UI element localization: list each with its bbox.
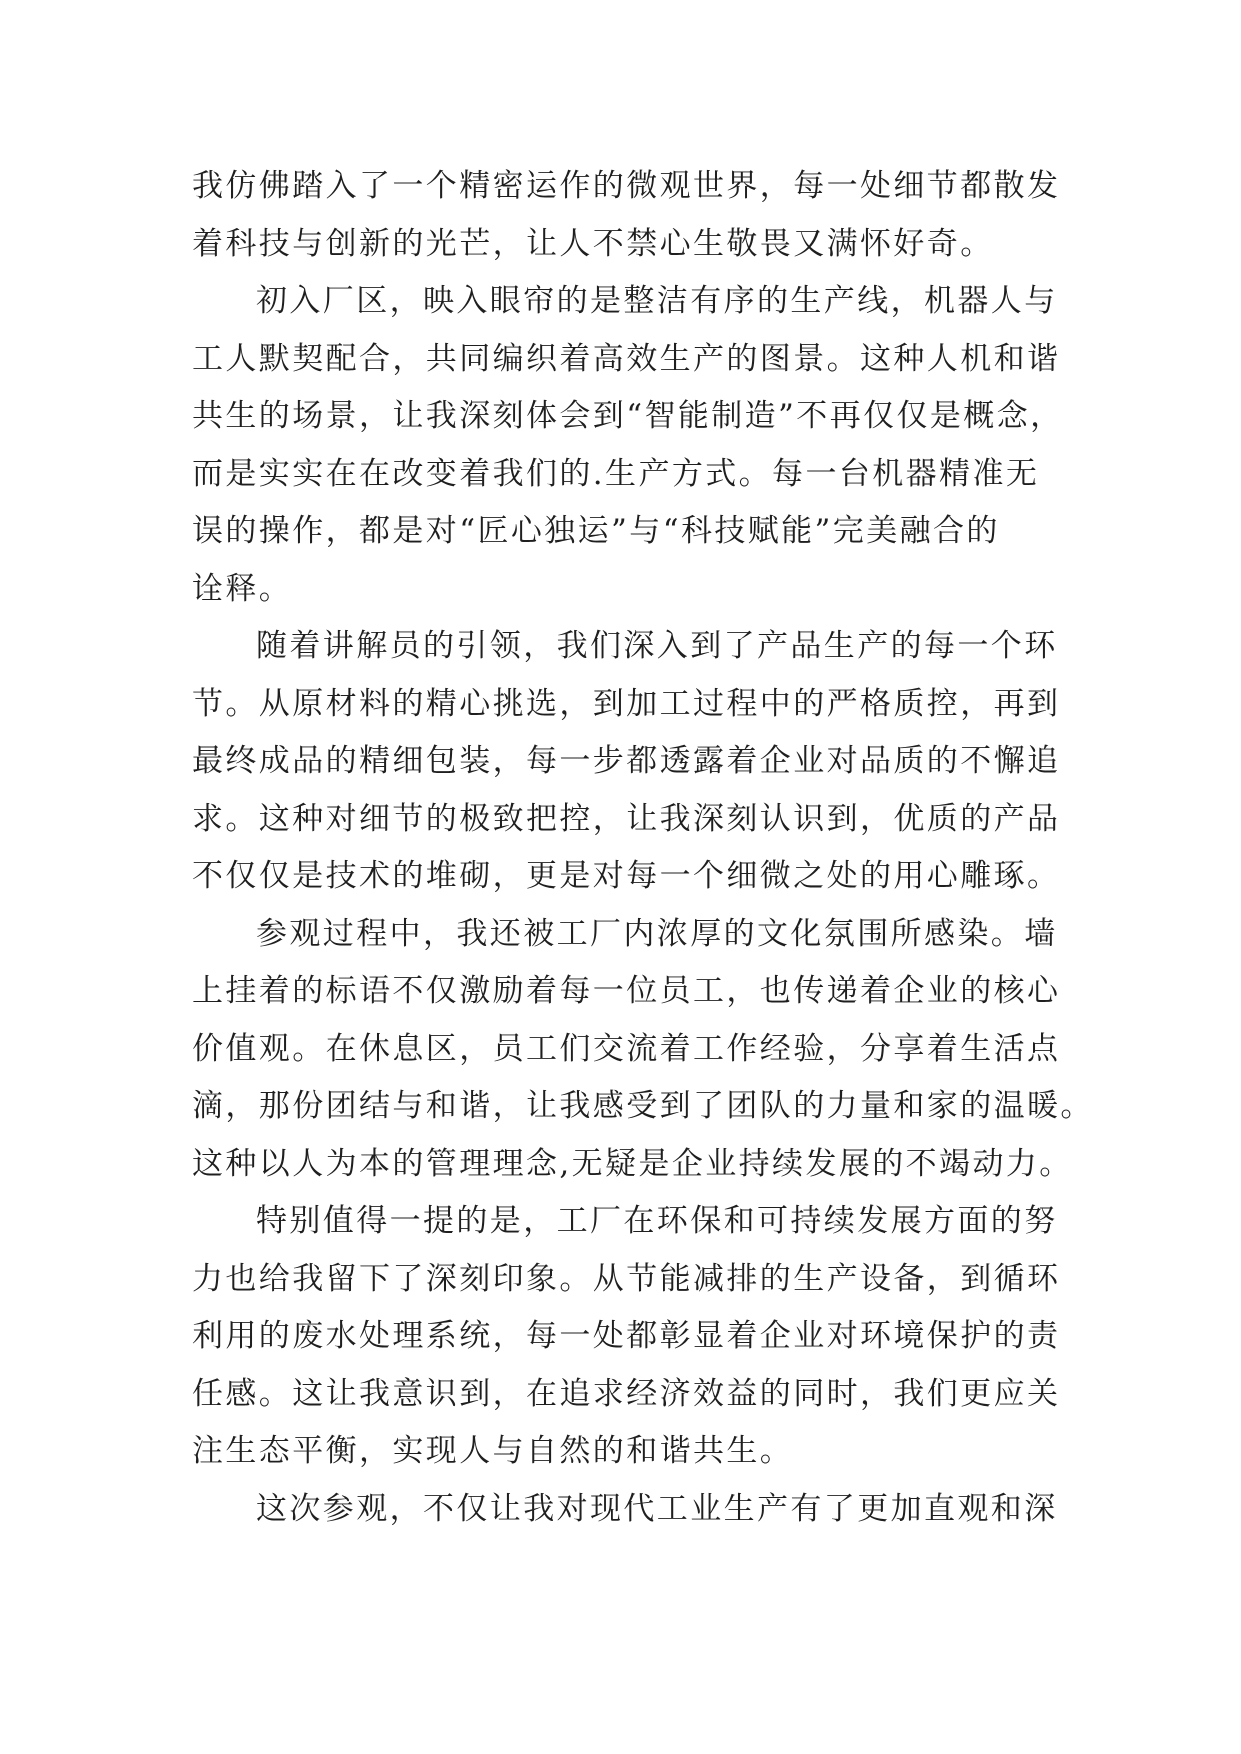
text-line: 节。从原材料的精心挑选，到加工过程中的严格质控，再到 <box>192 685 1061 722</box>
text-line: 工人默契配合，共同编织着高效生产的图景。这种人机和谐 <box>192 340 1061 377</box>
text-line: 随着讲解员的引领，我们深入到了产品生产的每一个环 <box>256 628 1058 664</box>
text-line: 着科技与创新的光芒，让人不禁心生敬畏又满怀好奇。 <box>192 225 994 262</box>
text-line: 这种以人为本的管理理念,无疑是企业持续发展的不竭动力。 <box>192 1145 1073 1182</box>
text-line: 参观过程中，我还被工厂内浓厚的文化氛围所感染。墙 <box>256 915 1058 952</box>
text-line: 共生的场景，让我深刻体会到“智能制造”不再仅仅是概念， <box>192 398 1064 434</box>
text-line: 特别值得一提的是，工厂在环保和可持续发展方面的努 <box>256 1203 1058 1239</box>
text-line: 而是实实在在改变着我们的.生产方式。每一台机器精准无 <box>192 455 1040 492</box>
document-body <box>192 158 1094 1538</box>
text-line: 滴，那份团结与和谐，让我感受到了团队的力量和家的温暖。 <box>192 1088 1094 1124</box>
text-line: 初入厂区，映入眼帘的是整洁有序的生产线，机器人与 <box>256 283 1058 319</box>
text-line: 注生态平衡，实现人与自然的和谐共生。 <box>192 1433 794 1469</box>
text-line: 诠释。 <box>192 570 293 607</box>
text-line: 求。这种对细节的极致把控，让我深刻认识到，优质的产品 <box>192 800 1061 837</box>
text-line: 价值观。在休息区，员工们交流着工作经验，分享着生活点 <box>192 1030 1061 1067</box>
text-line: 利用的废水处理系统，每一处都彰显着企业对环境保护的责 <box>192 1318 1061 1354</box>
text-line: 我仿佛踏入了一个精密运作的微观世界，每一处细节都散发 <box>192 168 1061 204</box>
text-line: 力也给我留下了深刻印象。从节能减排的生产设备，到循环 <box>192 1260 1061 1297</box>
text-line: 任感。这让我意识到，在追求经济效益的同时，我们更应关 <box>192 1375 1061 1412</box>
text-line: 最终成品的精细包装，每一步都透露着企业对品质的不懈追 <box>192 743 1061 779</box>
text-line: 误的操作，都是对“匠心独运”与“科技赋能”完美融合的 <box>192 513 1000 549</box>
text-line: 这次参观，不仅让我对现代工业生产有了更加直观和深 <box>256 1490 1058 1527</box>
text-line: 不仅仅是技术的堆砌，更是对每一个细微之处的用心雕琢。 <box>192 858 1061 894</box>
text-line: 上挂着的标语不仅激励着每一位员工，也传递着企业的核心 <box>192 973 1061 1009</box>
